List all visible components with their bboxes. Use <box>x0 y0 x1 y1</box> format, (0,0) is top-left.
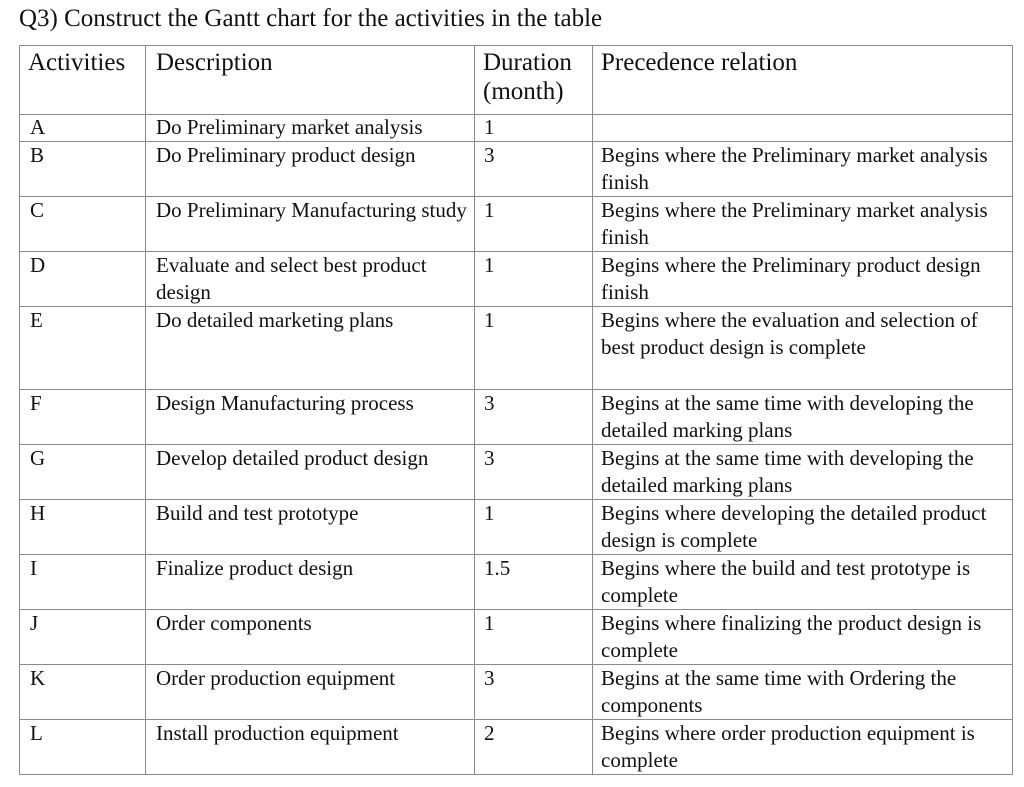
cell-activity: D <box>20 252 146 307</box>
cell-activity: B <box>20 142 146 197</box>
cell-activity: F <box>20 390 146 445</box>
cell-activity: A <box>20 115 146 142</box>
question-title: Q3) Construct the Gantt chart for the activities in the table <box>19 5 603 32</box>
cell-precedence <box>593 115 1013 142</box>
cell-precedence: Begins where finalizing the product design is complete <box>593 610 1013 665</box>
cell-description: Do Preliminary Manufacturing study <box>146 197 475 252</box>
cell-precedence: Begins where the Preliminary market analysis finish <box>593 197 1013 252</box>
cell-description: Finalize product design <box>146 555 475 610</box>
cell-description: Develop detailed product design <box>146 445 475 500</box>
cell-precedence: Begins at the same time with developing the detailed marking plans <box>593 445 1013 500</box>
cell-description: Build and test prototype <box>146 500 475 555</box>
header-description: Description <box>146 46 475 115</box>
cell-duration: 1 <box>475 115 593 142</box>
table-row <box>20 115 1013 142</box>
cell-activity: I <box>20 555 146 610</box>
cell-duration: 3 <box>475 142 593 197</box>
header-duration: Duration (month) <box>475 46 593 115</box>
cell-duration: 1 <box>475 307 593 390</box>
cell-duration: 3 <box>475 390 593 445</box>
cell-activity: L <box>20 720 146 775</box>
cell-precedence: Begins where order production equipment is complete <box>593 720 1013 775</box>
cell-precedence: Begins where the Preliminary market analysis finish <box>593 142 1013 197</box>
cell-description: Do Preliminary market analysis <box>146 115 475 142</box>
cell-duration: 1 <box>475 610 593 665</box>
header-activities: Activities <box>20 46 146 115</box>
cell-precedence: Begins where developing the detailed product design is complete <box>593 500 1013 555</box>
cell-activity: J <box>20 610 146 665</box>
cell-duration: 1.5 <box>475 555 593 610</box>
cell-description: Do detailed marketing plans <box>146 307 475 390</box>
cell-duration: 2 <box>475 720 593 775</box>
table-row <box>20 610 1013 665</box>
cell-activity: H <box>20 500 146 555</box>
cell-description: Design Manufacturing process <box>146 390 475 445</box>
cell-description: Install production equipment <box>146 720 475 775</box>
cell-duration: 1 <box>475 252 593 307</box>
table-row <box>20 555 1013 610</box>
cell-precedence: Begins where the build and test prototype is complete <box>593 555 1013 610</box>
table-header-row <box>20 46 1013 115</box>
table-row <box>20 665 1013 720</box>
cell-precedence: Begins where the evaluation and selection of best product design is complete <box>593 307 1013 390</box>
table-row <box>20 252 1013 307</box>
cell-description: Order components <box>146 610 475 665</box>
header-precedence: Precedence relation <box>593 46 1013 115</box>
table-row <box>20 720 1013 775</box>
table-row <box>20 197 1013 252</box>
cell-description: Order production equipment <box>146 665 475 720</box>
cell-duration: 1 <box>475 197 593 252</box>
cell-description: Evaluate and select best product design <box>146 252 475 307</box>
cell-activity: K <box>20 665 146 720</box>
activities-table <box>19 45 1013 775</box>
table-row <box>20 142 1013 197</box>
cell-duration: 3 <box>475 665 593 720</box>
table-row <box>20 445 1013 500</box>
cell-precedence: Begins at the same time with developing the detailed marking plans <box>593 390 1013 445</box>
table-row <box>20 500 1013 555</box>
cell-activity: C <box>20 197 146 252</box>
cell-description: Do Preliminary product design <box>146 142 475 197</box>
cell-duration: 3 <box>475 445 593 500</box>
table-row <box>20 390 1013 445</box>
cell-activity: G <box>20 445 146 500</box>
cell-duration: 1 <box>475 500 593 555</box>
cell-activity: E <box>20 307 146 390</box>
table-row <box>20 307 1013 390</box>
cell-precedence: Begins at the same time with Ordering the components <box>593 665 1013 720</box>
cell-precedence: Begins where the Preliminary product design finish <box>593 252 1013 307</box>
